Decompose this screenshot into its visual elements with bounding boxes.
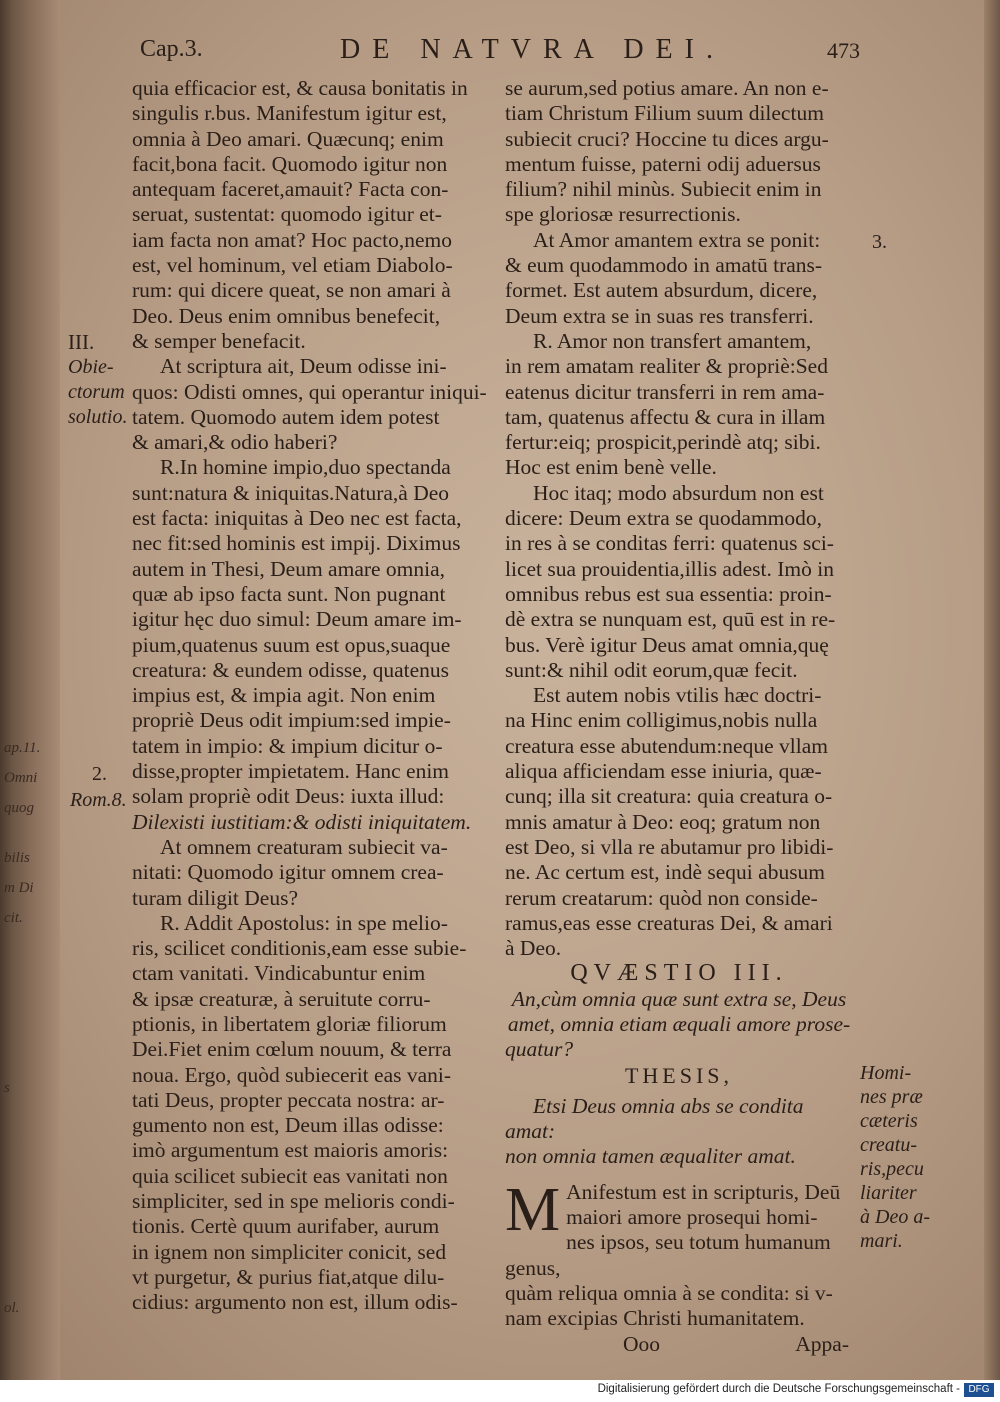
text-line: nam excipias Christi humanitatem. — [505, 1306, 805, 1331]
text-line: tatem in impio: & impium dicitur o- — [132, 733, 443, 758]
catchword: Appa- — [795, 1331, 849, 1356]
text-line: tati Deus, propter peccata nostra: ar- — [132, 1087, 445, 1112]
text-line: Deo. Deus enim omnibus benefecit, — [132, 303, 441, 328]
text-line: in res à se conditas ferri: quatenus sci- — [505, 531, 834, 556]
text-line: dè extra se nunquam est, quū est in re- — [505, 607, 836, 632]
margin-note-line: cæteris — [860, 1110, 918, 1132]
quaestio-heading: QVÆSTIO III. — [570, 960, 788, 987]
text-line: nec fit:sed hominis est impij. Diximus — [132, 531, 461, 556]
text-line: facit,bona facit. Quomodo igitur non — [132, 151, 448, 176]
text-line: & eum quodammodo in amatū trans- — [505, 253, 823, 278]
text-line: quia scilicet subiecit eas vanitati non — [132, 1163, 448, 1188]
thesis-heading: THESIS, — [624, 1062, 734, 1088]
text-line: ptionis, in libertatem gloriæ filiorum — [132, 1011, 447, 1036]
text-line: nitati: Quomodo igitur omnem crea- — [132, 860, 444, 885]
text-line: ramus,eas esse creaturas Dei, & amari — [505, 910, 833, 935]
text-line: est facta: iniquitas à Deo nec est facta, — [132, 506, 462, 531]
text-line: est, vel hominum, vel etiam Diabolo- — [132, 253, 453, 278]
text-line: & semper benefacit. — [132, 328, 306, 353]
text-line: aliqua afficiendam esse iniuria, quæ- — [505, 759, 822, 784]
text-line: tiam Christum Filium suum dilectum — [505, 101, 824, 126]
text-line: R.In homine impio,duo spectanda — [160, 455, 451, 480]
text-line: mnis amatur à Deo: eoq; gratum non — [505, 809, 821, 834]
text-line: na Hinc enim colligimus,nobis nulla — [505, 708, 818, 733]
text-line: ctam vanitati. Vindicabuntur enim — [132, 961, 426, 986]
text-line: R. Amor non transfert amantem, — [533, 328, 812, 353]
text-line: imò argumentum est maioris amoris: — [132, 1138, 449, 1163]
margin-note-line: ris,pecu — [860, 1158, 924, 1180]
text-line: & amari,& odio haberi? — [132, 430, 338, 455]
text-line: formet. Est autem absurdum, dicere, — [505, 278, 818, 303]
text-line: omnibus rebus est sua essentia: proin- — [505, 581, 832, 606]
text-line: & ipsæ creaturæ, à seruitute corru- — [132, 986, 431, 1011]
margin-note-line: Obie- — [68, 356, 114, 378]
gutter-fragment: Omni — [4, 770, 38, 786]
text-line: rum: qui dicere queat, se non amari à — [132, 278, 451, 303]
text-line: tionis. Certè quum aurifaber, aurum — [132, 1214, 440, 1239]
text-line: At scriptura ait, Deum odisse ini- — [160, 354, 447, 379]
text-line: bus. Verè igitur Deus amat omnia,quę — [505, 632, 829, 657]
text-line: fertur:eiq; prospicit,perindè atq; sibi. — [505, 430, 821, 455]
gutter-fragment: ol. — [4, 1300, 20, 1316]
text-line: filium? nihil minùs. Subiecit enim in — [505, 177, 822, 202]
text-line: tam, quatenus affectu & cura in illam — [505, 404, 826, 429]
scripture-quote: Dilexisti iustitiam:& odisti iniquitatem. — [132, 809, 472, 834]
page-number: 473 — [827, 38, 860, 63]
text-line: autem in Thesi, Deum amare omnia, — [132, 556, 446, 581]
text-line: ris, scilicet conditionis,eam esse subie- — [132, 936, 467, 961]
text-line: spe gloriosæ resurrectionis. — [505, 202, 741, 227]
gutter-fragment: ap.11. — [4, 740, 41, 756]
text-line: pium,quatenus suum est opus,suaque — [132, 632, 451, 657]
quaestio-question-line: amet, omnia etiam æquali amore prose- — [507, 1011, 851, 1036]
text-line: simpliciter, sed in spe melioris condi- — [132, 1189, 455, 1214]
text-line: antequam faceret,amauit? Facta con- — [132, 177, 449, 202]
chapter-label: Cap.3. — [140, 36, 203, 62]
text-line: eatenus dicitur transferri in rem ama- — [505, 379, 825, 404]
text-line: quia efficacior est, & causa bonitatis in — [132, 76, 468, 100]
text-line: propriè Deus odit impium:sed impie- — [132, 708, 451, 733]
margin-reference: Rom.8. — [70, 789, 127, 811]
text-line: iam facta non amat? Hoc pacto,nemo — [132, 227, 452, 252]
text-line: singulis r.bus. Manifestum igitur est, — [132, 101, 447, 126]
running-header — [130, 30, 860, 72]
text-line: quàm reliqua omnia à se condita: si v- — [505, 1280, 833, 1305]
text-line: vt purgetur, & purius fiat,atque dilu- — [132, 1264, 445, 1289]
text-line: omnia à Deo amari. Quæcunq; enim — [132, 126, 444, 151]
margin-note-line: Homi- — [860, 1062, 912, 1084]
text-line: At Amor amantem extra se ponit: — [533, 227, 821, 252]
text-line: mentum fuisse, paterni odij aduersus — [505, 151, 821, 176]
text-line: tatem. Quomodo autem idem potest — [132, 404, 440, 429]
text-line: disse,propter impietatem. Hanc enim — [132, 759, 450, 784]
text-line: solam propriè odit Deus: iuxta illud: — [132, 784, 445, 809]
text-line: At omnem creaturam subiecit va- — [160, 834, 448, 859]
text-line: est Deo, si vlla re abutamur pro libidi- — [505, 834, 834, 859]
text-line: à Deo. — [505, 936, 562, 961]
margin-note-line: liariter — [860, 1182, 917, 1204]
gutter-fragment: quog — [4, 800, 34, 816]
signature-mark: Ooo — [623, 1331, 661, 1356]
thesis-line: non omnia tamen æqualiter amat. — [505, 1144, 796, 1169]
text-line: se aurum,sed potius amare. An non e- — [505, 76, 829, 100]
gutter-fragment: cit. — [4, 910, 23, 926]
text-line: Anifestum est in scripturis, Deū — [566, 1179, 841, 1204]
text-line: in rem amatam realiter & propriè:Sed — [505, 354, 828, 379]
text-line: Est autem nobis vtilis hæc doctri- — [533, 683, 822, 708]
text-line: nes ipsos, seu totum humanum genus, — [505, 1230, 831, 1280]
text-line: sunt:& nihil odit eorum,quæ fecit. — [505, 657, 798, 682]
text-line: Hoc est enim benè velle. — [505, 455, 717, 480]
text-line: creatura: & eundem odisse, quatenus — [132, 657, 450, 682]
margin-number: III. — [68, 330, 95, 354]
text-line: cidius: argumento non est, illum odis- — [132, 1290, 458, 1315]
text-line: noua. Ergo, quòd subiecerit eas vani- — [132, 1062, 452, 1087]
page-edge — [984, 0, 1000, 1380]
signature-line — [505, 1332, 853, 1358]
margin-note-line: mari. — [860, 1230, 903, 1252]
margin-note-line: à Deo a- — [860, 1206, 930, 1228]
text-line: cunq; illa sit creatura: quia creatura o- — [505, 784, 833, 809]
thesis-line: Etsi Deus omnia abs se condita amat: — [505, 1093, 804, 1144]
text-line: ne. Ac certum est, indè sequi abusum — [505, 860, 826, 885]
funding-notice: Digitalisierung gefördert durch die Deutsche Forschungsgemeinschaft - — [597, 1383, 960, 1395]
right-column — [505, 76, 853, 1358]
text-line: igitur hęc duo simul: Deum amare im- — [132, 607, 462, 632]
facing-page-gutter — [0, 0, 60, 1380]
left-column — [132, 76, 500, 1316]
dfg-logo: DFG — [964, 1383, 994, 1397]
text-line: Dei.Fiet enim cœlum nouum, & terra — [132, 1037, 452, 1062]
margin-number: 2. — [92, 763, 107, 785]
text-line: impius est, & impia agit. Non enim — [132, 683, 436, 708]
running-title: DE NATVRA DEI. — [340, 34, 725, 65]
text-line: rerum creatarum: quòd non conside- — [505, 885, 818, 910]
text-line: sunt:natura & iniquitas.Natura,à Deo — [132, 480, 450, 505]
margin-note-line: solutio. — [68, 406, 128, 428]
margin-number: 3. — [872, 231, 887, 253]
text-line: dicere: Deum extra se quodammodo, — [505, 506, 823, 531]
drop-capital: M — [505, 1175, 561, 1244]
digitization-footer — [0, 1380, 1000, 1402]
gutter-fragment: s — [4, 1080, 10, 1096]
text-line: subiecit cruci? Hoccine tu dices argu- — [505, 126, 829, 151]
text-line: seruat, sustentat: quomodo igitur et- — [132, 202, 442, 227]
margin-note-line: creatu- — [860, 1134, 918, 1156]
final-paragraph — [505, 1175, 853, 1332]
quaestio-question-line: An,cùm omnia quæ sunt extra se, Deus — [511, 986, 847, 1011]
text-line: Deum extra se in suas res transferri. — [505, 303, 814, 328]
text-line: gumento non est, Deum illas odisse: — [132, 1113, 444, 1138]
text-line: quos: Odisti omnes, qui operantur iniqui- — [132, 379, 487, 404]
text-line: creatura esse abutendum:neque vllam — [505, 733, 828, 758]
text-line: maiori amore prosequi homi- — [566, 1205, 818, 1230]
text-line: quæ ab ipso facta sunt. Non pugnant — [132, 581, 446, 606]
gutter-fragment: bilis — [4, 850, 30, 866]
text-line: Hoc itaq; modo absurdum non est — [533, 480, 824, 505]
text-line: turam diligit Deus? — [132, 885, 298, 910]
text-line: in ignem non simpliciter conicit, sed — [132, 1239, 447, 1264]
text-line: licet sua prouidentia,illis adest. Imò in — [505, 556, 834, 581]
margin-note-line: nes præ — [860, 1086, 923, 1108]
margin-note-line: ctorum — [68, 381, 125, 403]
gutter-fragment: m Di — [4, 880, 34, 896]
quaestio-question-line: quatur? — [505, 1037, 574, 1062]
text-line: R. Addit Apostolus: in spe melio- — [160, 910, 448, 935]
